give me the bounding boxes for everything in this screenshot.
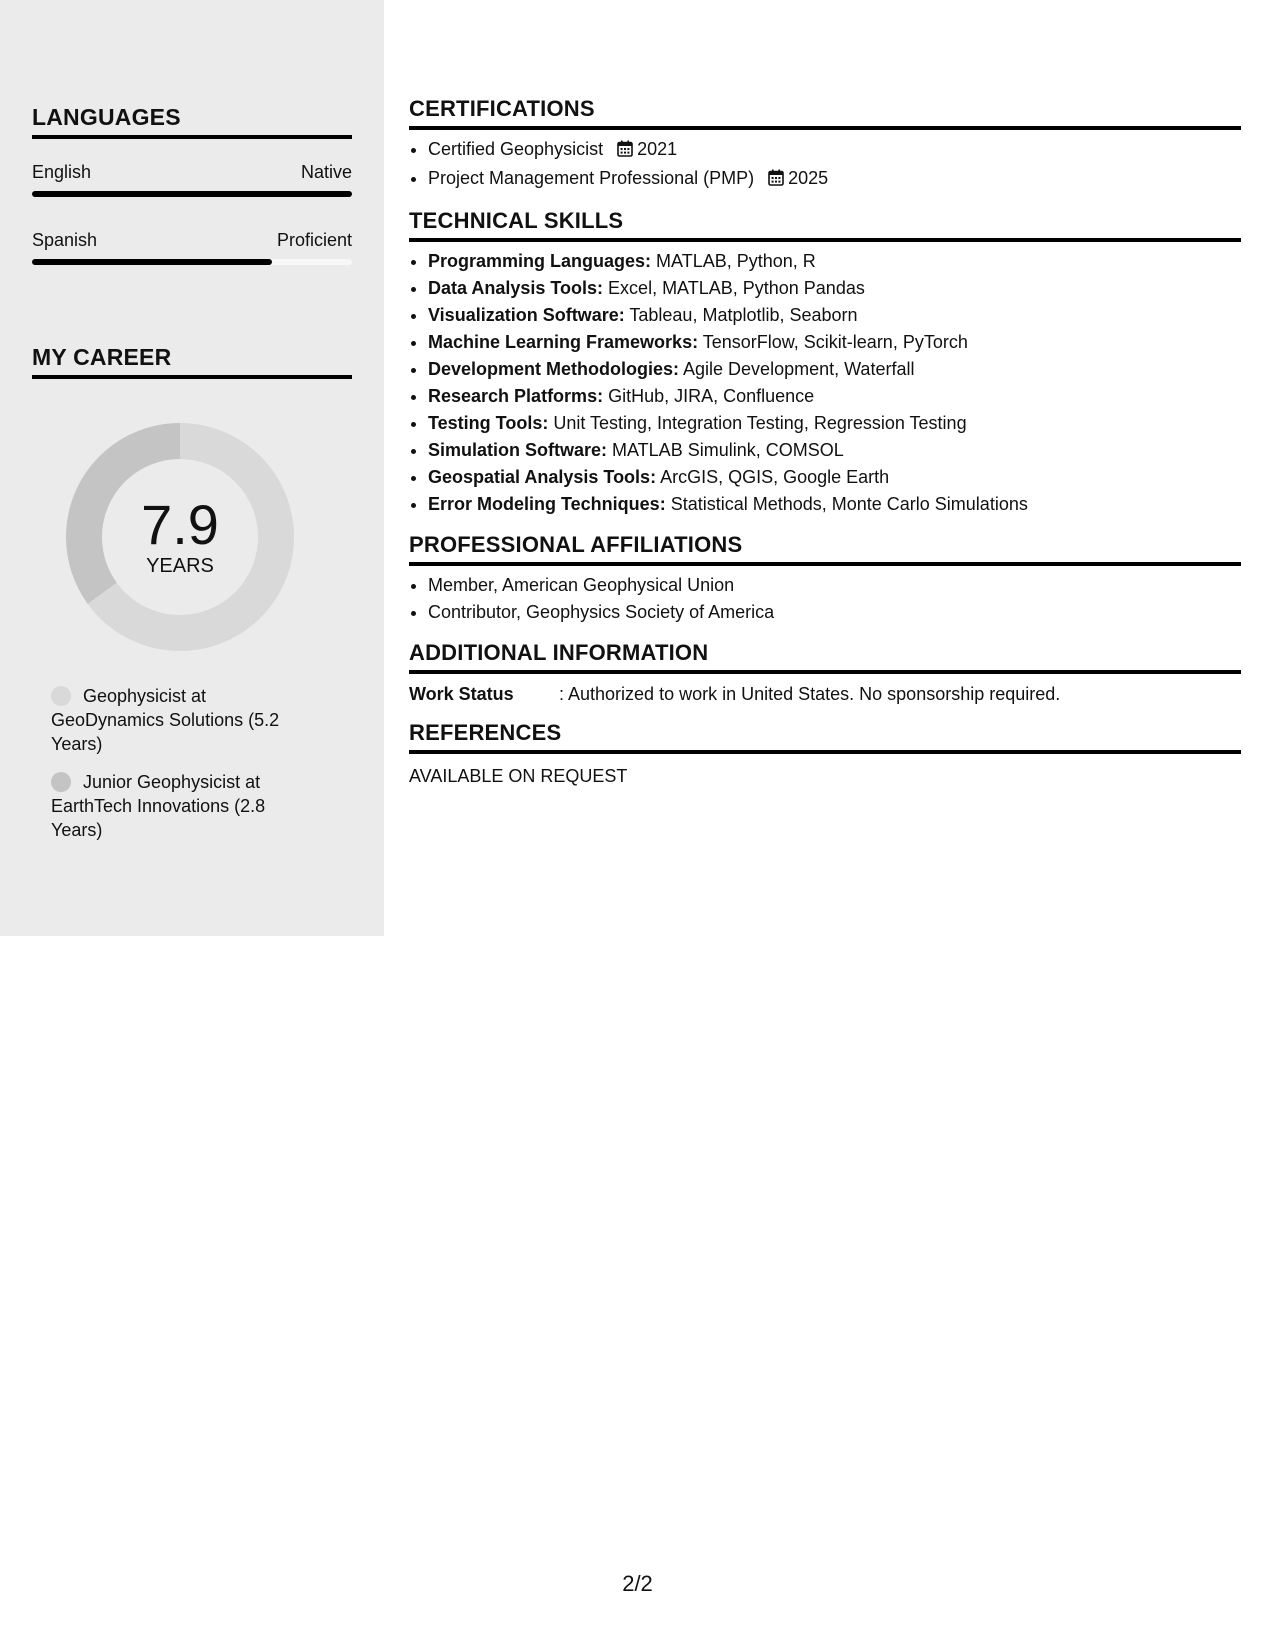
certification-name: Certified Geophysicist — [428, 139, 604, 159]
language-name: Spanish — [32, 230, 98, 250]
career-item — [51, 770, 311, 842]
skill-value: ArcGIS, QGIS, Google Earth — [656, 467, 890, 487]
skill-label: Machine Learning Frameworks: — [428, 332, 699, 352]
skill-value: Unit Testing, Integration Testing, Regression Testing — [548, 413, 967, 433]
language-name: English — [32, 162, 92, 182]
work-status-value: : Authorized to work in United States. No sponsorship required. — [559, 684, 1061, 704]
technical-skills-heading: TECHNICAL SKILLS — [409, 208, 1241, 242]
skill-item — [428, 275, 1241, 302]
skill-item — [428, 302, 1241, 329]
language-bar-fill — [32, 191, 352, 197]
career-section — [32, 344, 352, 379]
certifications-list — [409, 136, 1241, 194]
skill-value: MATLAB, Python, R — [651, 251, 816, 271]
calendar-icon — [768, 167, 784, 194]
affiliations-heading: PROFESSIONAL AFFILIATIONS — [409, 532, 1241, 566]
skill-label: Data Analysis Tools: — [428, 278, 604, 298]
skill-item — [428, 248, 1241, 275]
skill-label: Testing Tools: — [428, 413, 549, 433]
language-level: Proficient — [276, 230, 352, 250]
work-status-label: Work Status — [409, 684, 514, 704]
language-bar — [32, 259, 352, 265]
career-heading: MY CAREER — [32, 344, 352, 379]
career-item-text: Junior Geophysicist at EarthTech Innovations (2.8 Years) — [51, 772, 266, 840]
references-text: AVAILABLE ON REQUEST — [409, 766, 628, 786]
career-total — [66, 423, 294, 651]
certification-name: Project Management Professional (PMP) — [428, 168, 755, 188]
skill-item — [428, 464, 1241, 491]
legend-dot — [51, 772, 71, 792]
certifications-section — [409, 96, 1241, 194]
skill-value: TensorFlow, Scikit-learn, PyTorch — [698, 332, 968, 352]
affiliation-item: • Member, American Geophysical Union — [428, 572, 1241, 599]
additional-info-heading: ADDITIONAL INFORMATION — [409, 640, 1241, 674]
skill-item — [428, 383, 1241, 410]
career-list — [51, 684, 311, 856]
affiliations-section — [409, 532, 1241, 626]
skill-value: MATLAB Simulink, COMSOL — [607, 440, 844, 460]
skill-label: Simulation Software: — [428, 440, 608, 460]
career-total-unit: YEARS — [146, 554, 214, 577]
work-status-row — [409, 682, 1241, 706]
language-level: Native — [300, 162, 352, 182]
technical-skills-list — [409, 248, 1241, 518]
skill-item — [428, 437, 1241, 464]
references-heading: REFERENCES — [409, 720, 1241, 754]
language-bar — [32, 191, 352, 197]
career-donut — [66, 423, 294, 651]
certifications-heading: CERTIFICATIONS — [409, 96, 1241, 130]
calendar-icon — [617, 138, 633, 165]
career-item-text: Geophysicist at GeoDynamics Solutions (5.2 Years) — [51, 686, 280, 754]
affiliations-list — [409, 572, 1241, 626]
skill-value: Statistical Methods, Monte Carlo Simulations — [665, 494, 1028, 514]
additional-info-section — [409, 640, 1241, 706]
skill-label: Development Methodologies: — [428, 359, 680, 379]
certification-year: 2021 — [637, 139, 678, 159]
certification-item — [428, 136, 1241, 165]
languages-heading: LANGUAGES — [32, 104, 352, 139]
skill-label: Programming Languages: — [428, 251, 652, 271]
language-row — [32, 161, 352, 183]
skill-label: Visualization Software: — [428, 305, 625, 325]
technical-skills-section — [409, 208, 1241, 518]
skill-value: GitHub, JIRA, Confluence — [603, 386, 815, 406]
skill-label: Research Platforms: — [428, 386, 604, 406]
skill-label: Error Modeling Techniques: — [428, 494, 666, 514]
languages-section — [32, 104, 352, 265]
skill-value: Tableau, Matplotlib, Seaborn — [624, 305, 858, 325]
certification-year: 2025 — [788, 168, 829, 188]
certification-item — [428, 165, 1241, 194]
skill-value: Agile Development, Waterfall — [679, 359, 915, 379]
career-item — [51, 684, 311, 756]
career-total-value: 7.9 — [141, 492, 219, 556]
page-number: 2/2 — [622, 1571, 653, 1596]
skill-value: Excel, MATLAB, Python Pandas — [603, 278, 865, 298]
main-content — [409, 96, 1241, 802]
skill-item — [428, 329, 1241, 356]
references-section — [409, 720, 1241, 788]
skill-item — [428, 356, 1241, 383]
skill-label: Geospatial Analysis Tools: — [428, 467, 657, 487]
affiliation-item: • Contributor, Geophysics Society of America — [428, 599, 1241, 626]
sidebar — [0, 0, 384, 936]
skill-item — [428, 410, 1241, 437]
skill-item — [428, 491, 1241, 518]
language-row — [32, 229, 352, 251]
legend-dot — [51, 686, 71, 706]
language-bar-fill — [32, 259, 272, 265]
